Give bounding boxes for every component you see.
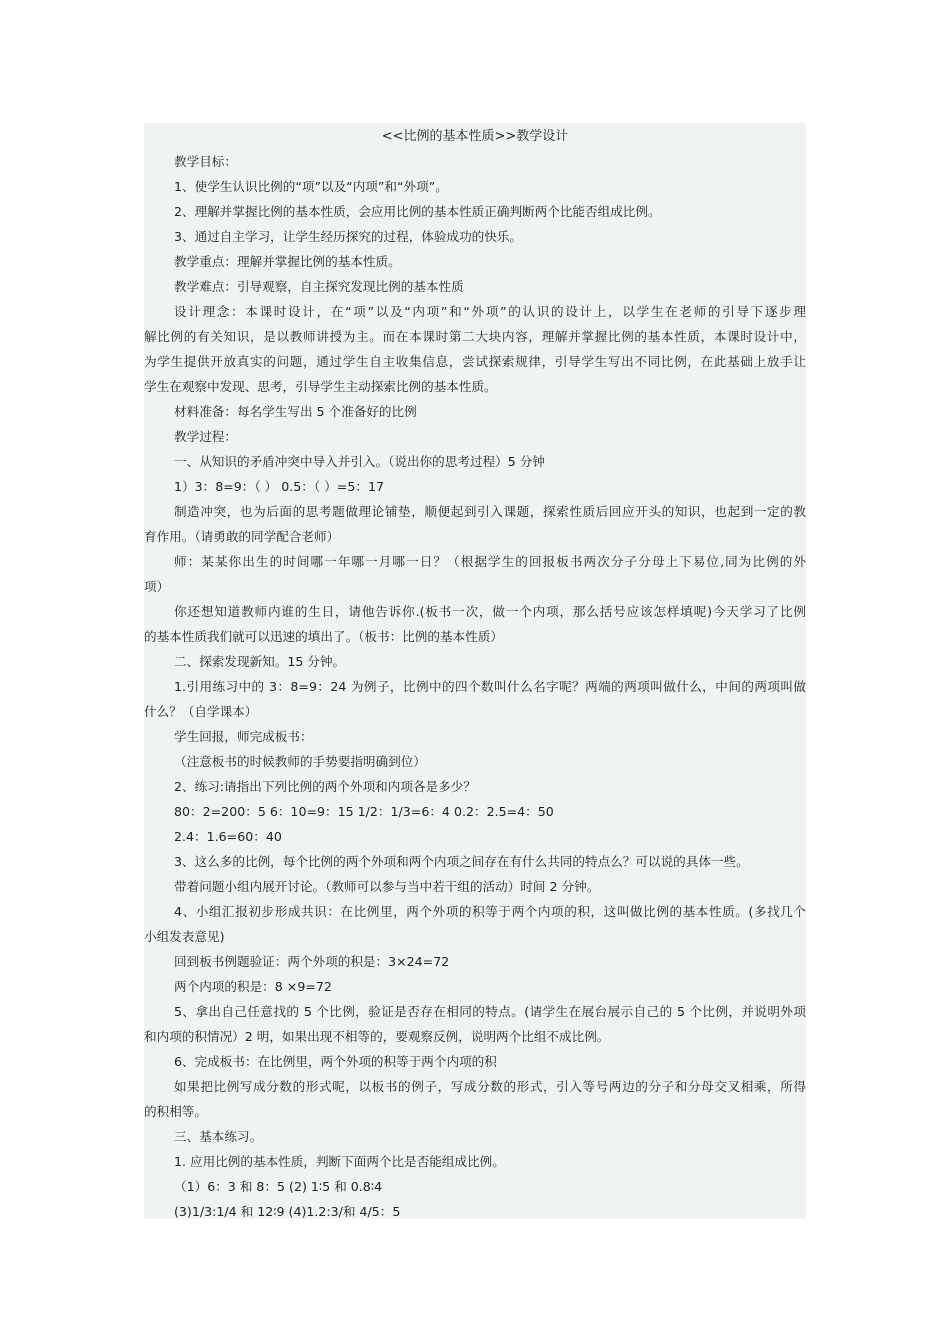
fraction-form-line-2: 的积相等。 xyxy=(144,1104,207,1119)
quote-line-2: 什么？（自学课本） xyxy=(144,704,258,719)
goal-3: 3、通过自主学习，让学生经历探究的过程，体验成功的快乐。 xyxy=(174,229,523,244)
five-ratios-line-2: 和内项的积情况）2 明，如果出现不相等的，要观察反例，说明两个比组不成比例。 xyxy=(144,1029,610,1044)
exercise-items-1: （1）6：3 和 8：5 (2) 1∶5 和 0.8∶4 xyxy=(174,1179,383,1194)
design-concept-line-4: 学生在观察中发现、思考，引导学生主动探索比例的基本性质。 xyxy=(144,379,497,394)
group-discussion: 带着问题小组内展开讨论。（教师可以参与当中若干组的活动）时间 2 分钟。 xyxy=(174,879,600,894)
exercise-1: 1. 应用比例的基本性质，判断下面两个比是否能组成比例。 xyxy=(174,1154,505,1169)
board-note: （注意板书的时候教师的手势要指明确到位） xyxy=(174,754,426,769)
key-point: 教学重点：理解并掌握比例的基本性质。 xyxy=(174,254,401,269)
conflict-line-2: 育作用。（请勇敢的同学配合老师） xyxy=(144,529,340,544)
student-report: 学生回报，师完成板书： xyxy=(174,729,313,744)
example-1: 1）3：8=9：（ ） 0.5：（ ）=5：17 xyxy=(174,479,384,494)
goal-2: 2、理解并掌握比例的基本性质，会应用比例的基本性质正确判断两个比能否组成比例。 xyxy=(174,204,661,219)
practice-ratios-2: 2.4：1.6=60：40 xyxy=(174,829,282,844)
exercise-items-2: (3)1/3:1/4 和 12∶9 (4)1.2:3/和 4/5：5 xyxy=(174,1204,401,1219)
verify-outer: 回到板书例题验证：两个外项的积是：3×24=72 xyxy=(174,954,450,969)
process-heading: 教学过程： xyxy=(174,429,237,444)
birthday-line-2: 的基本性质我们就可以迅速的填出了。（板书：比例的基本性质） xyxy=(144,629,503,644)
consensus-line-1: 4、小组汇报初步形成共识：在比例里，两个外项的积等于两个内项的积，这叫做比例的基本性质。(多找几个 xyxy=(174,904,806,919)
design-concept-line-1: 设计理念：本课时设计，在“项”以及“内项”和“外项”的认识的设计上，以学生在老师的引导下逐步理 xyxy=(174,304,806,319)
common-feature-question: 3、这么多的比例，每个比例的两个外项和两个内项之间存在有什么共同的特点么？可以说的具体一些。 xyxy=(174,854,749,869)
teacher-line-2: 项） xyxy=(144,579,170,594)
design-concept-line-2: 解比例的有关知识，是以教师讲授为主。而在本课时第二大块内容，理解并掌握比例的基本性质，本课时设计中， xyxy=(144,329,806,344)
section-2-heading: 二、探索发现新知。15 分钟。 xyxy=(174,654,346,669)
materials: 材料准备：每名学生写出 5 个准备好的比例 xyxy=(174,404,417,419)
document-page xyxy=(144,123,806,1219)
verify-inner: 两个内项的积是：8 ×9=72 xyxy=(174,979,332,994)
section-3-heading: 三、基本练习。 xyxy=(174,1129,263,1144)
teaching-goals-heading: 教学目标： xyxy=(174,154,237,169)
quote-line-1: 1.引用练习中的 3：8=9：24 为例子，比例中的四个数叫什么名字呢？两端的两项叫做什么，中间的两项叫做 xyxy=(174,679,806,694)
goal-1: 1、使学生认识比例的“项”以及“内项”和“外项”。 xyxy=(174,179,448,194)
document-title: <<比例的基本性质>>教学设计 xyxy=(381,129,569,144)
section-1-heading: 一、从知识的矛盾冲突中导入并引入。（说出你的思考过程）5 分钟 xyxy=(174,454,545,469)
conflict-line-1: 制造冲突，也为后面的思考题做理论铺垫，顺便起到引入课题，探索性质后回应开头的知识，也起到一定的教 xyxy=(174,504,806,519)
teacher-line-1: 师：某某你出生的时间哪一年哪一月哪一日？（根据学生的回报板书两次分子分母上下易位,同为比例的外 xyxy=(174,554,806,569)
five-ratios-line-1: 5、拿出自己任意找的 5 个比例，验证是否存在相同的特点。(请学生在展台展示自己的 5 个比例，并说明外项 xyxy=(174,1004,806,1019)
practice-ratios-1: 80：2=200：5 6：10=9：15 1/2：1/3=6：4 0.2：2.5=4：50 xyxy=(174,804,554,819)
fraction-form-line-1: 如果把比例写成分数的形式呢，以板书的例子，写成分数的形式，引入等号两边的分子和分母交叉相乘，所得 xyxy=(174,1079,806,1094)
design-concept-line-3: 为学生提供开放真实的问题，通过学生自主收集信息，尝试探索规律，引导学生写出不同比例，在此基础上放手让 xyxy=(144,354,806,369)
birthday-line-1: 你还想知道教师内谁的生日，请他告诉你.(板书一次，做一个内项，那么括号应该怎样填呢)今天学习了比例 xyxy=(174,604,806,619)
consensus-line-2: 小组发表意见) xyxy=(144,929,225,944)
difficult-point: 教学难点：引导观察，自主探究发现比例的基本性质 xyxy=(174,279,464,294)
practice-heading: 2、练习:请指出下列比例的两个外项和内项各是多少？ xyxy=(174,779,476,794)
complete-board: 6、完成板书：在比例里，两个外项的积等于两个内项的积 xyxy=(174,1054,497,1069)
